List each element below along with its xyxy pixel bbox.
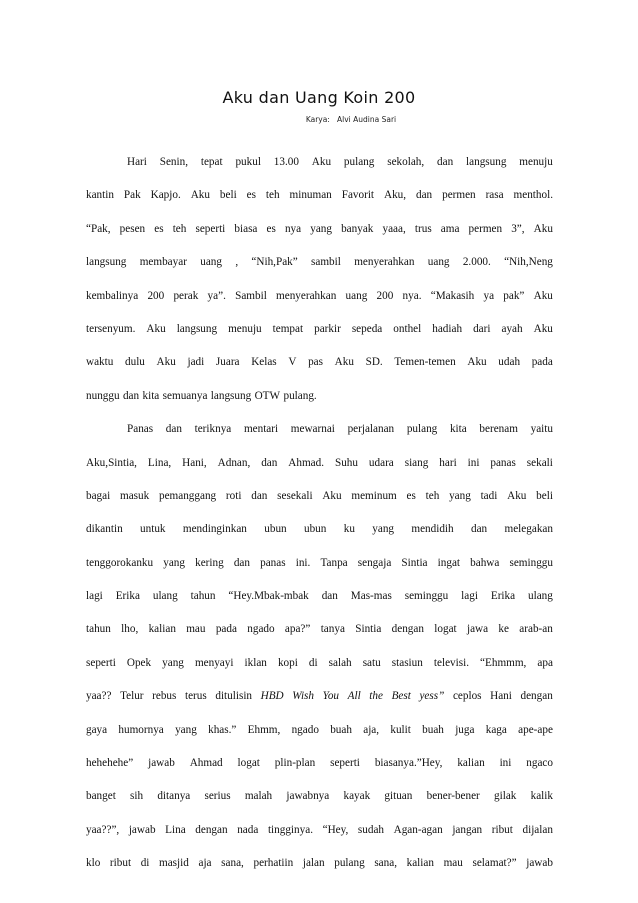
body-line [86, 280, 553, 313]
word: sambil [311, 256, 341, 269]
word: dikantin [86, 523, 123, 536]
body-line [86, 847, 553, 880]
word: kalian [406, 857, 434, 870]
word: “Ehmmm, [480, 656, 527, 669]
word: udah [498, 356, 521, 369]
word: beli [219, 189, 237, 202]
word: yang [372, 523, 395, 536]
word: ribut [109, 857, 132, 870]
word: You [322, 690, 340, 703]
word: pulang [343, 156, 375, 168]
word: Agan-agan [393, 823, 443, 836]
word: “Nih,Pak” [251, 256, 298, 269]
word: seminggu [404, 590, 449, 603]
body-line [86, 747, 553, 780]
word: bagai [86, 489, 111, 502]
word: sekolah, [387, 156, 425, 168]
word: Aku,Sintia, [86, 456, 137, 469]
body-line [86, 380, 553, 413]
word: “Hey, [322, 823, 349, 836]
word: jawab [128, 823, 156, 836]
word: ulang [528, 590, 553, 603]
word: SD. [365, 356, 383, 369]
body-line [86, 580, 553, 613]
word: “Makasih [430, 289, 475, 302]
word: logat [237, 757, 260, 770]
word: kopi [277, 656, 298, 669]
word: 200 [376, 289, 394, 302]
word: Erika [115, 590, 140, 603]
word: kalian [148, 623, 176, 636]
word: teh [265, 189, 280, 202]
word: buah [330, 723, 352, 736]
word: Erika [490, 590, 516, 603]
word: ngaco [526, 757, 553, 770]
word: kaga [485, 723, 507, 736]
word: menuju [519, 156, 553, 168]
word: pulang. [283, 389, 317, 402]
body-line [86, 613, 553, 646]
word: apa?” [284, 623, 311, 636]
word: langsung [210, 389, 252, 402]
story-body [86, 146, 553, 881]
word: ribut [491, 823, 513, 836]
word: Suhu [334, 456, 358, 469]
word: apa [537, 656, 553, 669]
word: klo [86, 857, 101, 870]
word: Aku [334, 356, 354, 369]
word: “Pak, [86, 222, 111, 235]
word: kayak [343, 790, 371, 803]
word: udara [368, 456, 394, 469]
word: masuk [120, 489, 150, 502]
word: banget [86, 790, 116, 803]
word: biasanya.”Hey, [374, 757, 443, 770]
word: rebus [152, 690, 177, 703]
word: menyerahkan [276, 289, 337, 302]
word: tepat [200, 156, 223, 168]
word: Aku [156, 356, 176, 369]
word: minuman [289, 189, 332, 202]
word: es [154, 222, 164, 235]
word: 3”, [511, 222, 525, 235]
word: yang [162, 656, 184, 669]
body-line [86, 447, 553, 480]
word: ditanya [157, 790, 191, 803]
word: teh [425, 489, 440, 502]
word: melegakan [504, 523, 553, 536]
word: stasiun [391, 656, 423, 669]
word: membayar [139, 256, 187, 269]
word: jawabnya [286, 790, 330, 803]
word: khas.” [208, 723, 237, 736]
word: seperti [330, 757, 360, 770]
word: terus [184, 690, 207, 703]
body-line [86, 513, 553, 546]
word: serius [204, 790, 231, 803]
word: sesekali [277, 489, 313, 502]
word: televisi. [433, 656, 469, 669]
body-line [86, 313, 553, 346]
word: sengaja [357, 556, 392, 569]
word: juga [455, 723, 475, 736]
word: HBD [260, 690, 284, 703]
word: nya. [402, 289, 422, 302]
word: tingginya. [267, 823, 313, 836]
word: kering [195, 556, 224, 569]
word: semuanya [162, 389, 208, 402]
word: humornya [118, 723, 164, 736]
word: iklan [244, 656, 267, 669]
body-line [86, 146, 553, 179]
word: banyak [341, 222, 374, 235]
word: kalik [530, 790, 553, 803]
word: permen [468, 222, 503, 235]
word: Hani, [182, 456, 207, 469]
word: aja [198, 857, 212, 870]
word: kulit [390, 723, 411, 736]
word: Temen-temen [394, 356, 456, 369]
word: perak [173, 289, 199, 302]
word: Kelas [251, 356, 277, 369]
word: Lina, [147, 456, 172, 469]
word: ubun [264, 523, 287, 536]
word: es [266, 222, 276, 235]
body-line [86, 346, 553, 379]
word: pulang [334, 857, 365, 870]
word: gaya [86, 723, 108, 736]
word: Aku [533, 289, 553, 302]
word: menuju [228, 322, 262, 335]
word: Tanpa [320, 556, 348, 569]
word: Kapjo. [150, 189, 181, 202]
word: rasa [485, 189, 504, 202]
word: dan [251, 489, 268, 502]
word: ya [483, 289, 495, 302]
body-line [86, 780, 553, 813]
word: Panas [127, 423, 154, 436]
word: dengan [520, 690, 553, 703]
word: Favorit [341, 189, 375, 202]
word: Senin, [159, 156, 189, 168]
body-line [86, 213, 553, 246]
word: ini [499, 757, 512, 770]
word: seperti [195, 222, 226, 235]
word: siang [404, 456, 429, 469]
word: ke [498, 623, 509, 636]
word: ini [467, 456, 480, 469]
word: Aku [190, 189, 210, 202]
word: ape-ape [518, 723, 553, 736]
word: dan [321, 590, 338, 603]
word: tersenyum. [86, 322, 136, 335]
word: Pak [123, 189, 141, 202]
body-line [86, 480, 553, 513]
word: Aku [322, 489, 342, 502]
word: salah [328, 656, 352, 669]
word: OTW [254, 389, 281, 402]
word: jawa [466, 623, 489, 636]
word: dan [471, 523, 488, 536]
word: pesen [119, 222, 146, 235]
word: langsung [176, 322, 218, 335]
word: langsung [466, 156, 507, 168]
word: bahwa [470, 556, 500, 569]
word: jawab [526, 857, 553, 870]
word: dan [122, 389, 140, 402]
word: di [308, 656, 318, 669]
word: mewarnai [290, 423, 335, 436]
word: uang [200, 256, 222, 269]
word: jadi [187, 356, 205, 369]
word: Opek [126, 656, 152, 669]
word: yang [175, 723, 197, 736]
word: pada [215, 623, 237, 636]
word: ceplos [452, 690, 482, 703]
word: ayah [501, 322, 523, 335]
word: All [347, 690, 361, 703]
word: menthol. [513, 189, 553, 202]
word: sudah [357, 823, 385, 836]
body-line [86, 413, 553, 446]
word: es [246, 189, 256, 202]
word: kalian [457, 757, 485, 770]
word: yaa??”, [86, 823, 120, 836]
word: dan [165, 423, 182, 436]
word: yang [310, 222, 332, 235]
word: jawab [148, 757, 175, 770]
word: hari [439, 456, 457, 469]
word: Best [391, 690, 411, 703]
word: jalan [302, 857, 325, 870]
word: Hani [490, 690, 512, 703]
word: Ahmad [189, 757, 223, 770]
word: dijalan [522, 823, 553, 836]
word: lho, [121, 623, 139, 636]
word: hehehehe” [86, 757, 134, 770]
word: mentari [243, 423, 279, 436]
word: pulang [406, 423, 438, 436]
word: teh [172, 222, 187, 235]
word: “Nih,Neng [504, 256, 553, 269]
word: Aku [311, 156, 332, 168]
word: plin-plan [274, 757, 316, 770]
word: ama [440, 222, 460, 235]
author-name: Alvi Audina Sari [337, 115, 397, 124]
word: kita [142, 389, 160, 402]
word: ubun [303, 523, 327, 536]
word: trus [414, 222, 432, 235]
word: Aku, [383, 189, 407, 202]
word: mendinginkan [182, 523, 247, 536]
word: Ahmad. [288, 456, 325, 469]
word: , [235, 256, 239, 269]
word: tahun [190, 590, 216, 603]
word: tenggorokanku [86, 556, 154, 569]
word: sana, [221, 857, 244, 870]
word: ngado [247, 623, 275, 636]
word: menyerahkan [354, 256, 415, 269]
word: hadiah [432, 322, 463, 335]
word: yaaa, [382, 222, 406, 235]
word: V [288, 356, 297, 369]
word: jangan [452, 823, 483, 836]
word: Mas-mas [350, 590, 392, 603]
body-line [86, 547, 553, 580]
word: masjid [159, 857, 189, 870]
word: ini. [295, 556, 311, 569]
word: mau [443, 857, 463, 870]
word: tanya [320, 623, 345, 636]
word: lagi [461, 590, 478, 603]
word: menyayi [194, 656, 234, 669]
word: pada [531, 356, 553, 369]
word: “Hey.Mbak-mbak [228, 590, 309, 603]
word: yaa?? [86, 690, 112, 703]
word: kembalinya [86, 289, 139, 302]
word: panas [260, 556, 286, 569]
word: ku [343, 523, 355, 536]
body-line [86, 814, 553, 847]
word: berenam [479, 423, 518, 436]
word: teriknya [194, 423, 232, 436]
word: sekali [526, 456, 553, 469]
word: Aku [146, 322, 166, 335]
word: 13.00 [273, 156, 299, 168]
author-line [0, 115, 638, 124]
word: beli [536, 489, 553, 502]
word: Aku [467, 356, 487, 369]
word: dari [473, 322, 491, 335]
word: dulu [125, 356, 145, 369]
word: tahun [86, 623, 111, 636]
word: malah [244, 790, 273, 803]
word: Ehmm, [247, 723, 281, 736]
word: Wish [292, 690, 315, 703]
word: uang [427, 256, 450, 269]
word: ingat [437, 556, 461, 569]
word: sepeda [351, 322, 383, 335]
word: pas [308, 356, 323, 369]
word: ngado [291, 723, 319, 736]
body-line [86, 647, 553, 680]
word: Adnan, [217, 456, 251, 469]
word: Telur [120, 690, 144, 703]
body-line [86, 680, 553, 713]
word: Sintia [355, 623, 382, 636]
word: 200 [147, 289, 165, 302]
word: roti [225, 489, 242, 502]
word: bener-bener [426, 790, 480, 803]
word: permen [442, 189, 476, 202]
word: tempat [272, 322, 304, 335]
word: dengan [195, 823, 228, 836]
word: Juara [215, 356, 240, 369]
word: yess” [419, 690, 445, 703]
word: Sambil [235, 289, 267, 302]
word: yang [449, 489, 471, 502]
body-line [86, 714, 553, 747]
word: satu [362, 656, 381, 669]
word: ya”. [207, 289, 226, 302]
word: meminum [351, 489, 397, 502]
word: sana, [374, 857, 397, 870]
word: selamat?” [472, 857, 517, 870]
word: Aku [533, 222, 553, 235]
word: seperti [86, 656, 116, 669]
word: the [369, 690, 383, 703]
word: Aku [507, 489, 527, 502]
author-label: Karya: [305, 115, 330, 124]
word: lagi [86, 590, 103, 603]
word: uang [345, 289, 368, 302]
word: langsung [86, 256, 127, 269]
word: gituan [384, 790, 413, 803]
word: mendidih [411, 523, 454, 536]
word: seminggu [509, 556, 553, 569]
word: nada [237, 823, 259, 836]
word: nya [284, 222, 302, 235]
word: ulang [152, 590, 178, 603]
body-line [86, 246, 553, 279]
word: mau [186, 623, 206, 636]
word: dan [416, 189, 433, 202]
word: logat [434, 623, 457, 636]
word: 2.000. [462, 256, 491, 269]
word: perjalanan [347, 423, 395, 436]
word: Lina [165, 823, 186, 836]
word: arab-an [519, 623, 553, 636]
document-title: Aku dan Uang Koin 200 [222, 88, 416, 107]
word: gilak [494, 790, 517, 803]
word: buah [422, 723, 444, 736]
word: waktu [86, 356, 114, 369]
word: pak” [503, 289, 525, 302]
word: kita [449, 423, 467, 436]
word: panas [490, 456, 516, 469]
word: yang [163, 556, 185, 569]
word: biasa [234, 222, 258, 235]
word: onthel [393, 322, 422, 335]
word: kantin [86, 189, 114, 202]
word: dan [437, 156, 454, 168]
word: Hari [127, 156, 147, 168]
word: parkir [314, 322, 341, 335]
word: aja, [363, 723, 380, 736]
word: dan [261, 456, 278, 469]
word: sih [130, 790, 144, 803]
word: es [406, 489, 416, 502]
word: nunggu [86, 389, 120, 402]
word: di [140, 857, 150, 870]
word: pemanggang [158, 489, 217, 502]
word: yaitu [530, 423, 553, 436]
word: untuk [140, 523, 166, 536]
word: perhatiin [253, 857, 294, 870]
word: Sintia [401, 556, 428, 569]
word: pukul [235, 156, 261, 168]
word: dengan [391, 623, 424, 636]
word: ditulisin [215, 690, 253, 703]
body-line [86, 179, 553, 212]
word: dan [233, 556, 250, 569]
word: tadi [480, 489, 498, 502]
word: Aku [533, 322, 553, 335]
